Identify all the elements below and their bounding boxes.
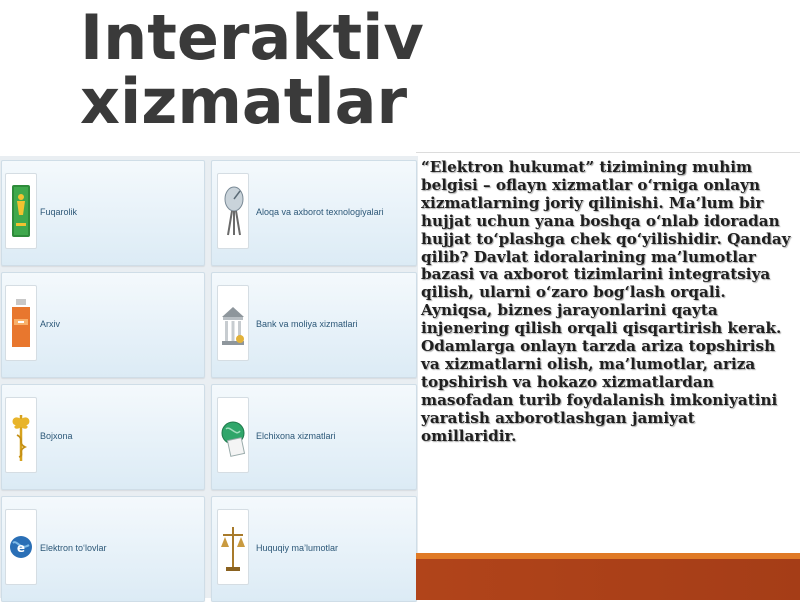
svg-text:e: e — [16, 541, 26, 555]
service-label: Bank va moliya xizmatlari — [256, 319, 358, 329]
satellite-dish-icon — [217, 173, 249, 249]
service-tile-bojxona[interactable] — [1, 384, 205, 490]
service-label: Aloqa va axborot texnologiyalari — [256, 207, 384, 217]
divider-line — [416, 152, 800, 153]
description-paragraph: “Elektron hukumat” tizimining muhim belgisi – oflayn xizmatlar o‘rniga onlayn xizmatlarning joriy qilinishi. Ma’lum bir hujjat uchun yana boshqa o‘nlab idoradan hujjat to‘plashga chek qo‘yilishidir. Qanday qilib? Davlat idoralarining ma’lumotlar bazasi va axborot tizimlarini integratsiya qilish, ularni o‘zaro bog‘lash orqali. Ayniqsa, biznes jarayonlarini qayta injenering qilish orqali qisqartirish kerak. Odamlarga onlayn tarzda ariza topshirish va xizmatlarni olish, ma’lumotlar, ariza topshirish va hokazo xizmatlardan masofadan turib foydalanish imkoniyatini yaratish axborotlashgan jamiyat omillaridir. — [421, 158, 791, 445]
service-tile-elektron-tolovlar[interactable] — [1, 496, 205, 602]
service-label: Elektron to‘lovlar — [40, 543, 107, 553]
service-tile-arxiv[interactable] — [1, 272, 205, 378]
service-tile-aloqa[interactable] — [211, 160, 417, 266]
services-grid — [0, 156, 418, 598]
service-label: Elchixona xizmatlari — [256, 431, 336, 441]
citizen-book-icon — [5, 173, 37, 249]
service-label: Bojxona — [40, 431, 73, 441]
title-line-2: xizmatlar — [80, 65, 408, 138]
service-label: Huquqiy ma’lumotlar — [256, 543, 339, 553]
accent-bar-rust — [416, 559, 800, 600]
slide-title — [80, 1, 424, 138]
archive-folder-icon — [5, 285, 37, 361]
service-tile-huquqiy[interactable] — [211, 496, 417, 602]
service-tile-fuqarolik[interactable] — [1, 160, 205, 266]
service-tile-bank[interactable] — [211, 272, 417, 378]
title-line-1: Interaktiv — [80, 1, 424, 74]
service-tile-elchixona[interactable] — [211, 384, 417, 490]
scales-icon — [217, 509, 249, 585]
bank-building-icon — [217, 285, 249, 361]
e-globe-icon — [5, 509, 37, 585]
globe-document-icon — [217, 397, 249, 473]
service-label: Arxiv — [40, 319, 60, 329]
service-label: Fuqarolik — [40, 207, 78, 217]
caduceus-icon — [5, 397, 37, 473]
